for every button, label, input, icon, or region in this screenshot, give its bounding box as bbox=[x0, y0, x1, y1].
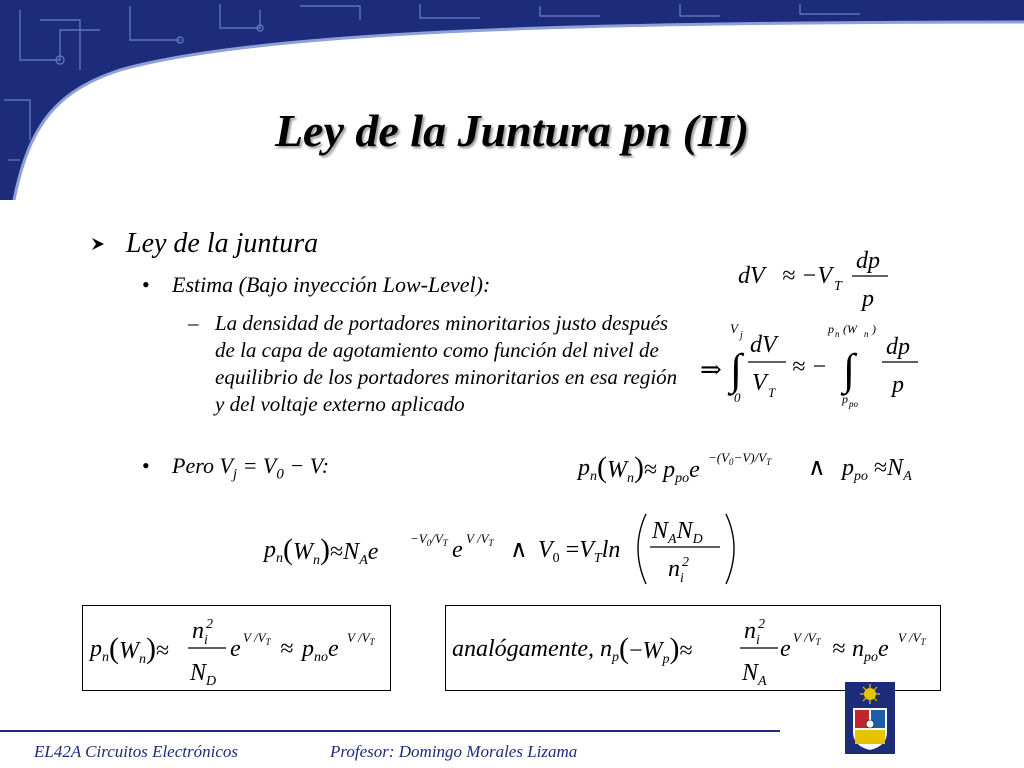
svg-text:−(V0−V)/VT: $-(V_0-V)/V_T$ bbox=[708, 450, 772, 467]
svg-text:−V0/VT: $-V_0/V_T$ bbox=[410, 531, 448, 548]
svg-text:∫: ∫ bbox=[730, 345, 743, 394]
svg-text:e: e bbox=[780, 636, 791, 662]
svg-text:n: n bbox=[835, 329, 840, 339]
svg-text:≈ −V: ≈ −V bbox=[782, 263, 833, 289]
bullet-dash: – bbox=[188, 311, 199, 335]
svg-text:2: 2 bbox=[206, 617, 213, 632]
bullet-dot: • bbox=[142, 272, 150, 297]
svg-text:V /VT: V $/V_T$ bbox=[466, 531, 494, 548]
university-crest-icon bbox=[845, 682, 895, 754]
svg-text:T: T bbox=[834, 279, 842, 294]
svg-text:npoe: $n_{po}e$ bbox=[852, 636, 889, 665]
svg-text:(W: (W bbox=[843, 322, 857, 336]
footer-course: EL42A Circuitos Electrónicos bbox=[34, 742, 238, 761]
equation-box-n-content bbox=[88, 617, 376, 689]
svg-text:∫: ∫ bbox=[843, 345, 856, 394]
svg-text:pn(Wn)≈: $p_n(W_n)\approx$ bbox=[90, 632, 170, 667]
svg-text:e: e bbox=[452, 537, 463, 563]
svg-text:p: p bbox=[892, 372, 904, 398]
svg-text:≈: ≈ bbox=[280, 636, 294, 662]
svg-text:≈: ≈ bbox=[832, 636, 846, 662]
bullet-dot: • bbox=[142, 453, 150, 478]
svg-text:pn(Wn)≈NAe: $p_n(W_n)\approx N_Ae$ bbox=[264, 533, 379, 568]
svg-text:V0 =VTln: $V_0 =V_T\ln$ bbox=[538, 537, 621, 566]
svg-text:n: n bbox=[864, 329, 869, 339]
svg-text:2: 2 bbox=[682, 555, 689, 570]
svg-text:j: j bbox=[740, 330, 743, 341]
bullet-level2-pero-text: Pero $V_j = V_0 - V$: bbox=[172, 453, 330, 483]
equation-pn-wn bbox=[576, 450, 912, 486]
svg-text:≈ −: ≈ − bbox=[792, 354, 828, 380]
svg-text:ni: $n_i$ bbox=[192, 618, 208, 648]
equation-dv-approx bbox=[738, 248, 888, 312]
svg-text:p: p bbox=[842, 392, 848, 406]
svg-text:analógamente, np(−Wp)≈: analógamente, $n_p(-W_p)\approx$ bbox=[452, 632, 693, 667]
svg-text:NAND: $N_AN_D$ bbox=[652, 518, 703, 547]
svg-text:dV: dV bbox=[738, 263, 765, 289]
svg-text:V /VT: V $/V_T$ bbox=[347, 630, 375, 647]
slide-title: Ley de la Juntura pn (II) bbox=[274, 105, 750, 156]
svg-text:⇒: ⇒ bbox=[700, 355, 722, 384]
equation-built-in bbox=[262, 514, 734, 586]
svg-text:e: e bbox=[230, 636, 241, 662]
svg-text:pnoe: $p_{no}e$ bbox=[302, 636, 339, 665]
svg-text:V /VT: V $/V_T$ bbox=[793, 630, 821, 647]
svg-text:V: V bbox=[730, 321, 738, 336]
footer-divider bbox=[0, 730, 780, 732]
svg-text:po: po bbox=[849, 399, 858, 409]
svg-text:): ) bbox=[872, 322, 876, 336]
svg-text:ni: $n_i$ bbox=[668, 556, 684, 586]
equation-box-p-content bbox=[452, 617, 927, 689]
svg-text:p: p bbox=[862, 286, 874, 312]
svg-text:∧: ∧ bbox=[808, 455, 826, 481]
svg-text:NA: $N_A$ bbox=[742, 660, 767, 689]
footer-professor: Profesor: Domingo Morales Lizama bbox=[330, 742, 578, 761]
svg-text:2: 2 bbox=[758, 617, 765, 632]
bullet-level1-text: Ley de la juntura bbox=[126, 228, 319, 259]
svg-text:ND: $N_D$ bbox=[190, 660, 217, 689]
svg-text:∧: ∧ bbox=[510, 537, 528, 563]
equation-integral bbox=[700, 321, 918, 409]
svg-text:0: 0 bbox=[734, 390, 741, 405]
svg-text:pn(Wn)≈ ppoe: $p_n(W_n)\approx p_{po}e$ bbox=[578, 451, 700, 486]
svg-text:V: V bbox=[752, 370, 767, 396]
svg-text:T: T bbox=[768, 385, 776, 400]
svg-text:ni: $n_i$ bbox=[744, 618, 760, 648]
svg-text:V /VT: V $/V_T$ bbox=[243, 630, 271, 647]
svg-text:p: p bbox=[828, 322, 834, 336]
svg-text:dp: dp bbox=[856, 248, 880, 274]
svg-text:dV: dV bbox=[750, 332, 777, 358]
svg-text:V /VT: V $/V_T$ bbox=[898, 630, 926, 647]
svg-text:dp: dp bbox=[886, 334, 910, 360]
bullet-level3-text: La densidad de portadores minoritarios justo después de la capa de agotamiento como función del nivel de equilibrio de los portadores minoritarios en esa región y del voltaje externo aplicado bbox=[215, 311, 678, 416]
bullet-level2-estima-text: Estima (Bajo inyección Low-Level): bbox=[172, 272, 491, 297]
svg-text:ppo ≈NA: $p_{po} \approx N_A$ bbox=[842, 455, 912, 484]
